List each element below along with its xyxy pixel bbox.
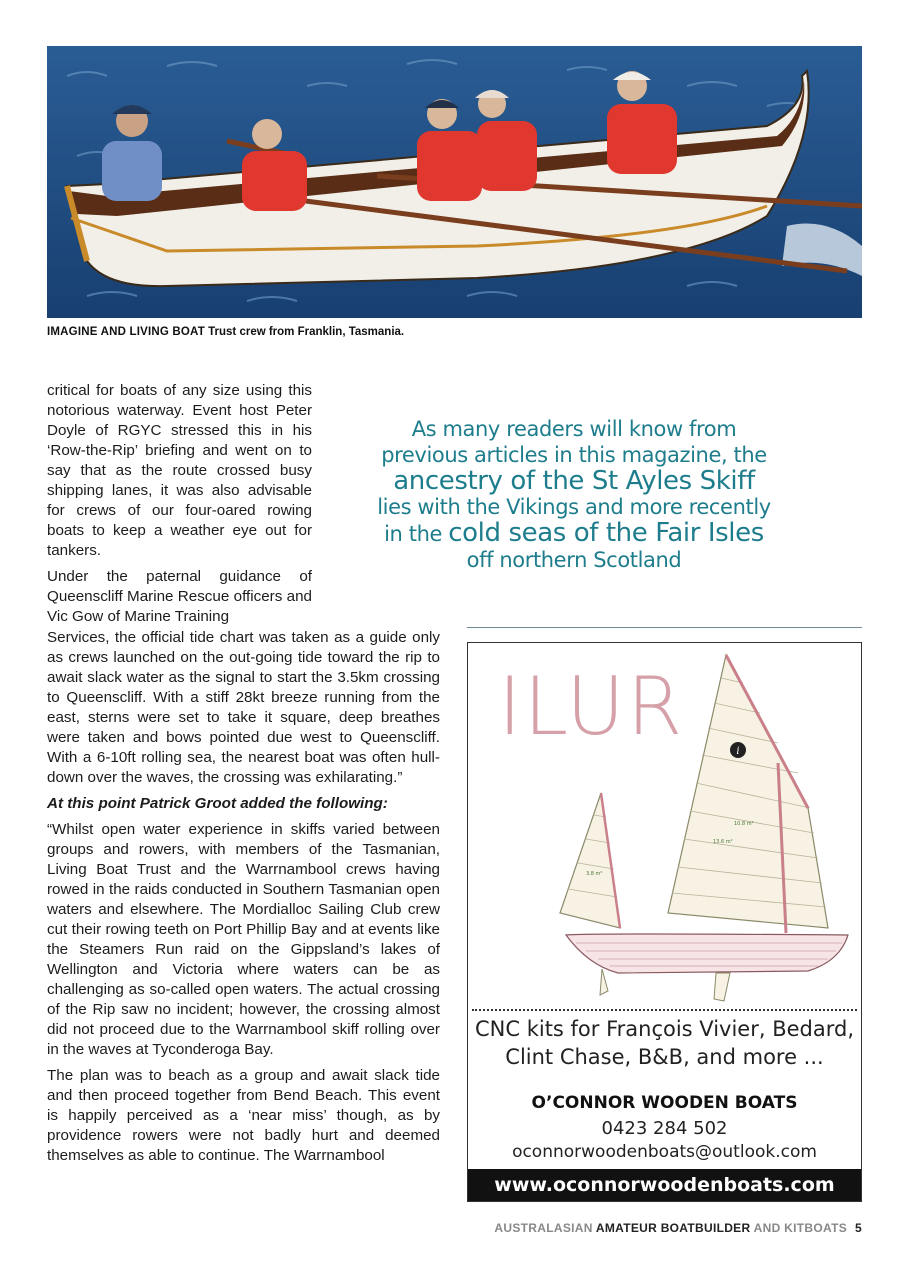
pull-quote (340, 416, 808, 573)
pull-quote-line: previous articles in this magazine, the (381, 443, 767, 467)
photo-illustration (47, 46, 862, 318)
pull-quote-highlight: ancestry of the St Ayles Skiff (393, 466, 755, 496)
article-paragraph: critical for boats of any size using this notorious waterway. Event host Peter Doyle of RGYC stressed this in his ‘Row-the-Rip’ briefing and went on to say that as the route crossed busy shipping lanes, it was also advisable for crews of our four-oared rowing boats to keep a weather eye out for tankers. (47, 382, 312, 559)
pull-quote-line: As many readers will know from (411, 417, 737, 441)
ad-website-link[interactable]: www.oconnorwoodenboats.com (468, 1169, 861, 1201)
article-paragraph: Services, the official tide chart was taken as a guide only as crews launched on the out-going tide toward the rip to await slack water as the signal to start the 3.5km crossing to Queenscliff. With a stiff 28kt breeze running from the east, sterns were set to take it square, deep breathes were taken and bows pointed due west to Queenscliff. With a 6-10ft rolling sea, the nearest boat was often hull-down over the waves, the crossing was exhilarating.” (47, 629, 440, 786)
info-icon: i (736, 746, 740, 757)
divider (467, 627, 862, 628)
ad-phone[interactable]: 0423 284 502 (601, 1118, 728, 1139)
dotted-divider (472, 1009, 857, 1011)
pull-quote-highlight: cold seas of the Fair Isles (448, 518, 764, 548)
article-subhead: At this point Patrick Groot added the following: (47, 795, 388, 812)
pull-quote-line: lies with the Vikings and more recently (377, 495, 771, 519)
page-footer (494, 1221, 862, 1235)
article-paragraph: Under the paternal guidance of Queenscliff Marine Rescue officers and Vic Gow of Marine Training (47, 568, 312, 625)
article-column-wide (47, 628, 440, 1172)
sail-area-label: 3.8 m² (586, 871, 603, 877)
advertisement[interactable] (467, 642, 862, 1202)
rowing-boat-photo (47, 46, 862, 318)
ad-email-link[interactable]: oconnorwoodenboats@outlook.com (512, 1142, 817, 1162)
footer-publication-part: AND KITBOATS (750, 1221, 848, 1235)
pull-quote-line: off northern Scotland (466, 548, 682, 572)
sail-area-label: 10.8 m² (734, 821, 754, 827)
pull-quote-line: in the (384, 522, 449, 546)
ad-kits-line: Clint Chase, B&B, and more ... (505, 1045, 824, 1069)
article-paragraph: “Whilst open water experience in skiffs varied between groups and rowers, with members of the Tasmanian, Living Boat Trust and the Warrnambool crews having rowed in the raids conducted in Southern Tasmanian open waters and elsewhere. The Mordialloc Sailing Club crew cut their rowing teeth on Port Phillip Bay and at events like the Steamers Run raid on the Gippsland’s lakes of Wellington and Victoria where waters can be as challenging as so-called open waters. The actual crossing of the Rip saw no incident; however, the crossing almost did not proceed due to the Warrnambool skiff rolling over in the waves at Tyconderoga Bay. (47, 821, 440, 1058)
page-number: 5 (855, 1221, 862, 1235)
photo-caption (47, 326, 404, 338)
ad-kits-line: CNC kits for François Vivier, Bedard, (474, 1017, 854, 1041)
sail-area-label: 13.6 m² (713, 839, 733, 845)
ad-title: ILUR (498, 660, 685, 753)
caption-lead: IMAGINE AND LIVING BOAT (47, 326, 205, 338)
ad-kits-text (468, 1015, 861, 1071)
footer-publication-title: AMATEUR BOATBUILDER (595, 1221, 751, 1235)
article-paragraph: The plan was to beach as a group and await slack tide and then proceed together from Bend Beach. This event is happily perceived as a ‘near miss’ though, as by providence rowers were not badly hurt and deemed themselves as able to continue. The Warrnambool (47, 1067, 440, 1164)
caption-rest: Trust crew from Franklin, Tasmania. (204, 326, 405, 338)
footer-publication-part: AUSTRALASIAN (494, 1221, 596, 1235)
ad-company-name: O’CONNOR WOODEN BOATS (531, 1093, 798, 1113)
article-column-narrow (47, 381, 312, 627)
